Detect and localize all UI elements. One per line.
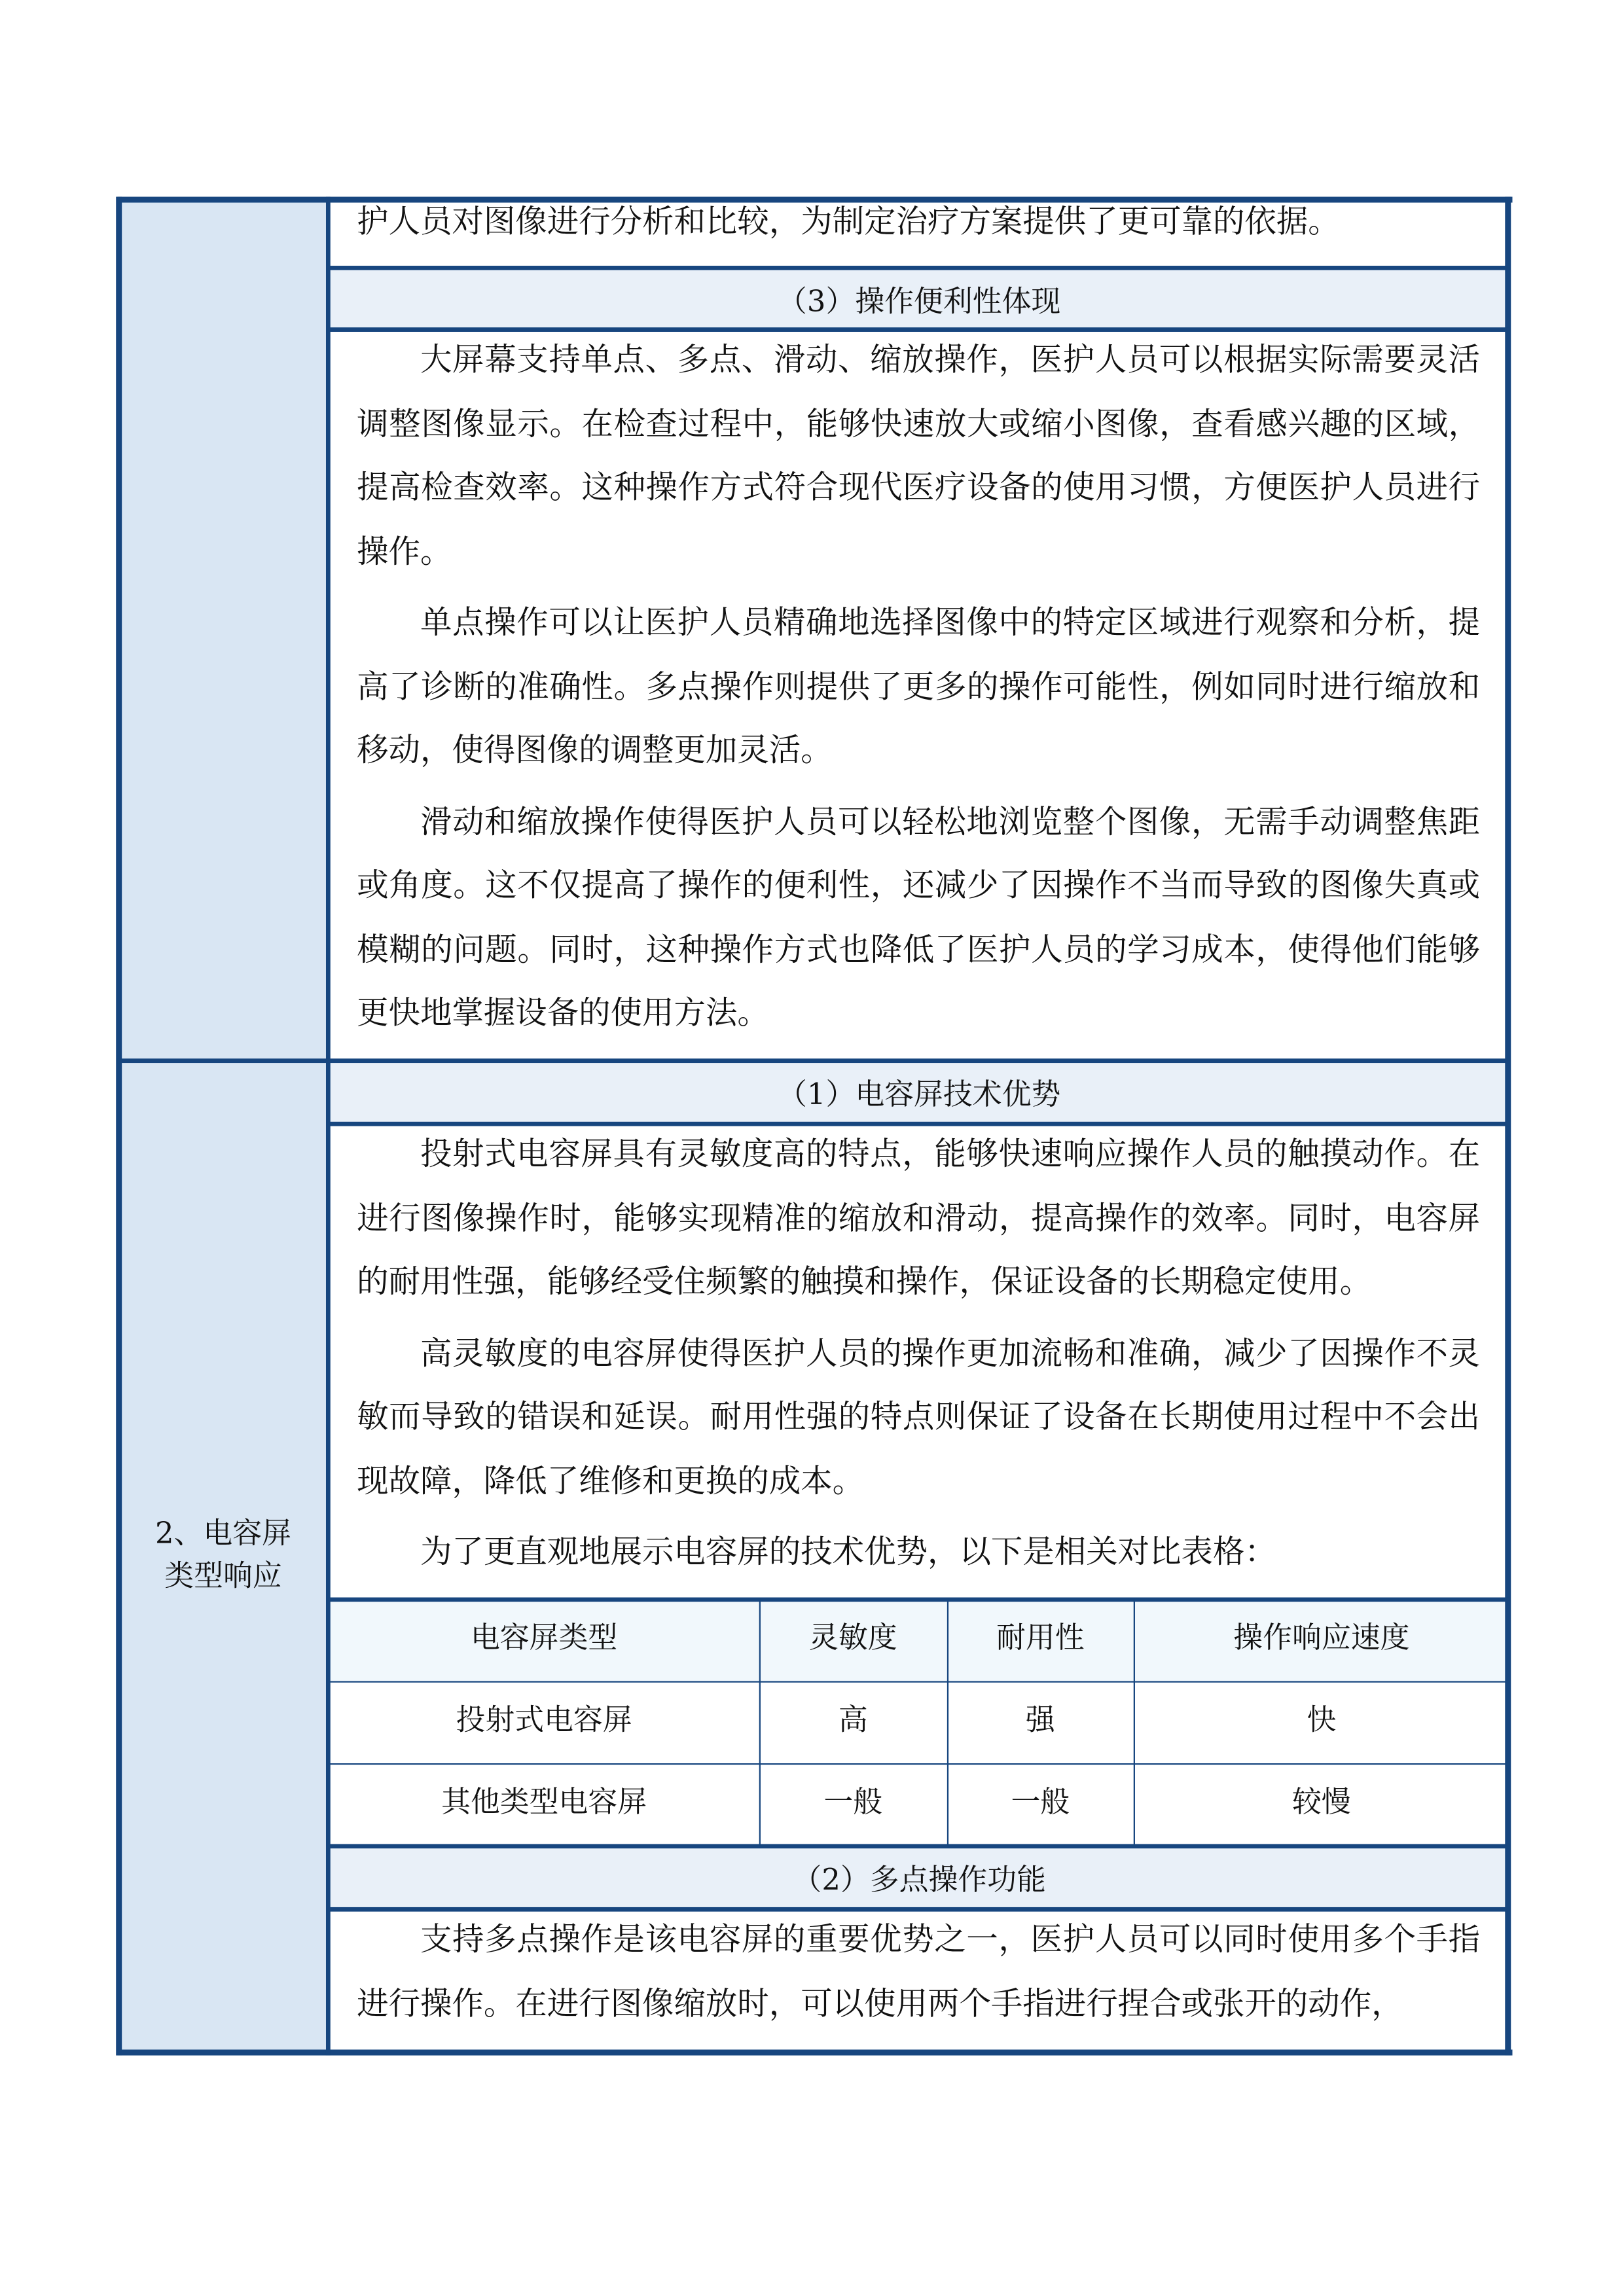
table-cell: 一般 [823, 1784, 883, 1820]
heading-text: （3）操作便利性体现 [778, 282, 1061, 318]
paragraph: 为了更直观地展示电容屏的技术优势，以下是相关对比表格： [420, 1534, 1276, 1571]
table-border [329, 266, 1509, 270]
table-cell: 投射式电容屏 [456, 1701, 632, 1737]
heading-text: （2）多点操作功能 [792, 1861, 1046, 1897]
table-cell: 其他类型电容屏 [441, 1784, 647, 1820]
table-border [1134, 1599, 1136, 1846]
paragraph: 大屏幕支持单点、多点、滑动、缩放操作，医护人员可以根据实际需要灵活调整图像显示。在检查过程中，能够快速放大或缩小图像，查看感兴趣的区域，提高检查效率。这种操作方式符合现代医疗设备的使用习惯，方便医护人员进行操作。 [357, 342, 1481, 571]
heading-text: （1）电容屏技术优势 [778, 1076, 1061, 1112]
table-border [759, 1599, 761, 1846]
paragraph: 投射式电容屏具有灵敏度高的特点，能够快速响应操作人员的触摸动作。在进行图像操作时，能够实现精准的缩放和滑动，提高操作的效率。同时，电容屏的耐用性强，能够经受住频繁的触摸和操作，保证设备的长期稳定使用。 [357, 1136, 1481, 1301]
table-border [329, 1763, 1509, 1765]
multitouch-paragraphs [357, 1909, 1480, 2043]
table-cell: 高 [838, 1701, 868, 1737]
table-cell: 一般 [1011, 1784, 1070, 1820]
left-label-column [117, 198, 329, 2053]
table-border [947, 1599, 949, 1846]
continued-paragraph: 护人员对图像进行分析和比较，为制定治疗方案提供了更可靠的依据。 [357, 204, 1340, 241]
table-border [329, 1681, 1509, 1683]
table-border [329, 1844, 1509, 1848]
advantage-paragraphs [357, 1123, 1480, 1592]
table-border [329, 1598, 1509, 1602]
operation-paragraphs [357, 329, 1480, 1053]
table-header-durability: 耐用性 [996, 1619, 1085, 1655]
table-border [117, 1058, 1509, 1063]
table-header-sensitivity: 灵敏度 [809, 1619, 897, 1655]
table-border [329, 1907, 1509, 1912]
paragraph: 高灵敏度的电容屏使得医护人员的操作更加流畅和准确，减少了因操作不灵敏而导致的错误和延误。耐用性强的特点则保证了设备在长期使用过程中不会出现故障，降低了维修和更换的成本。 [357, 1335, 1481, 1500]
table-header-response-speed: 操作响应速度 [1233, 1619, 1410, 1655]
paragraph: 滑动和缩放操作使得医护人员可以轻松地浏览整个图像，无需手动调整焦距或角度。这不仅提高了操作的便利性，还减少了因操作不当而导致的图像失真或模糊的问题。同时，这种操作方式也降低了医护人员的学习成本，使得他们能够更快地掌握设备的使用方法。 [357, 804, 1481, 1032]
section-2-label-line1: 2、电容屏 [154, 1515, 291, 1551]
table-border [329, 1122, 1509, 1126]
table-cell: 快 [1307, 1701, 1337, 1737]
paragraph: 支持多点操作是该电容屏的重要优势之一，医护人员可以同时使用多个手指进行操作。在进行图像缩放时，可以使用两个手指进行捏合或张开的动作， [357, 1922, 1481, 2023]
table-header-type: 电容屏类型 [470, 1619, 618, 1655]
heading-multitouch [329, 1846, 1509, 1909]
table-border [329, 327, 1509, 332]
section-2-label [117, 1512, 329, 1597]
section-2-label-line2: 类型响应 [164, 1558, 282, 1593]
table-cell: 强 [1025, 1701, 1055, 1737]
table-border [116, 197, 122, 2056]
heading-operation-convenience [329, 267, 1509, 329]
heading-capacitive-advantage [329, 1060, 1509, 1123]
table-cell: 较慢 [1292, 1784, 1351, 1820]
paragraph: 单点操作可以让医护人员精确地选择图像中的特定区域进行观察和分析，提高了诊断的准确性。多点操作则提供了更多的操作可能性，例如同时进行缩放和移动，使得图像的调整更加灵活。 [357, 605, 1481, 770]
